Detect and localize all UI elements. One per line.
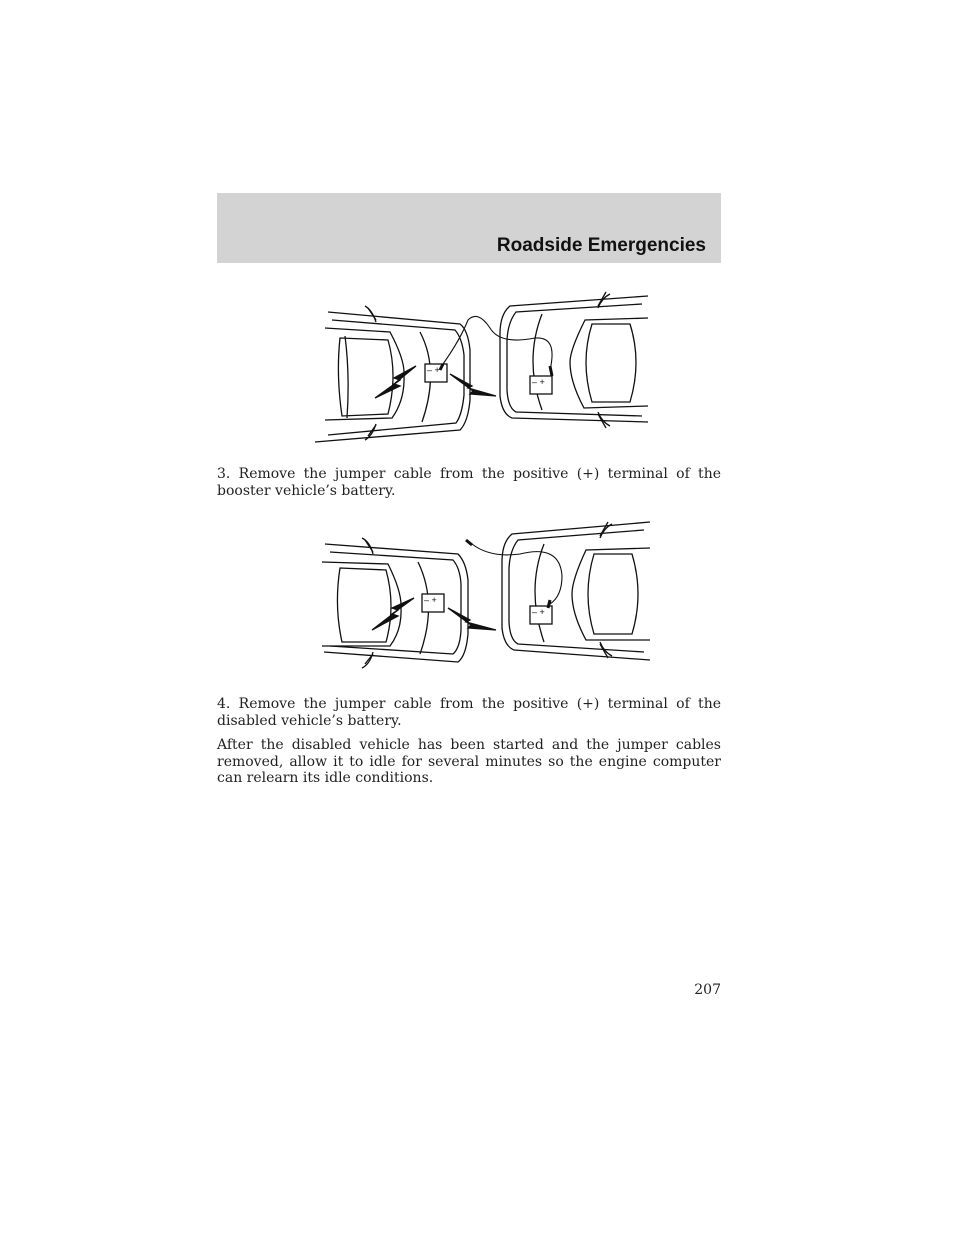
svg-text:– +: – + <box>532 377 545 387</box>
right-vehicle-illustration-2 <box>502 522 650 660</box>
jump-start-diagram-step3 <box>310 290 655 450</box>
svg-text:– +: – + <box>424 595 437 605</box>
svg-text:– +: – + <box>427 365 440 375</box>
right-vehicle-illustration <box>500 292 648 428</box>
right-battery <box>530 376 552 394</box>
left-battery <box>425 364 447 382</box>
right-battery-2 <box>530 606 552 624</box>
section-header <box>217 193 721 263</box>
spark-left <box>375 366 416 398</box>
svg-text:– +: – + <box>532 607 545 617</box>
left-battery-2 <box>422 594 444 612</box>
spark-right <box>450 374 496 396</box>
jump-start-diagram-step4 <box>310 518 655 680</box>
step-4-text: 4. Remove the jumper cable from the positive (+) terminal of the disabled vehicle’s battery. <box>217 696 721 729</box>
left-vehicle-illustration-2 <box>322 538 468 668</box>
spark-right-2 <box>448 608 496 630</box>
step-3-text: 3. Remove the jumper cable from the positive (+) terminal of the booster vehicle’s battery. <box>217 466 721 499</box>
page-number: 207 <box>694 982 721 998</box>
spark-left-2 <box>372 598 414 630</box>
after-start-text: After the disabled vehicle has been started and the jumper cables removed, allow it to idle for several minutes so the engine computer can relearn its idle conditions. <box>217 737 721 786</box>
jumper-cable-removed <box>472 544 562 604</box>
section-title: Roadside Emergencies <box>496 235 706 256</box>
